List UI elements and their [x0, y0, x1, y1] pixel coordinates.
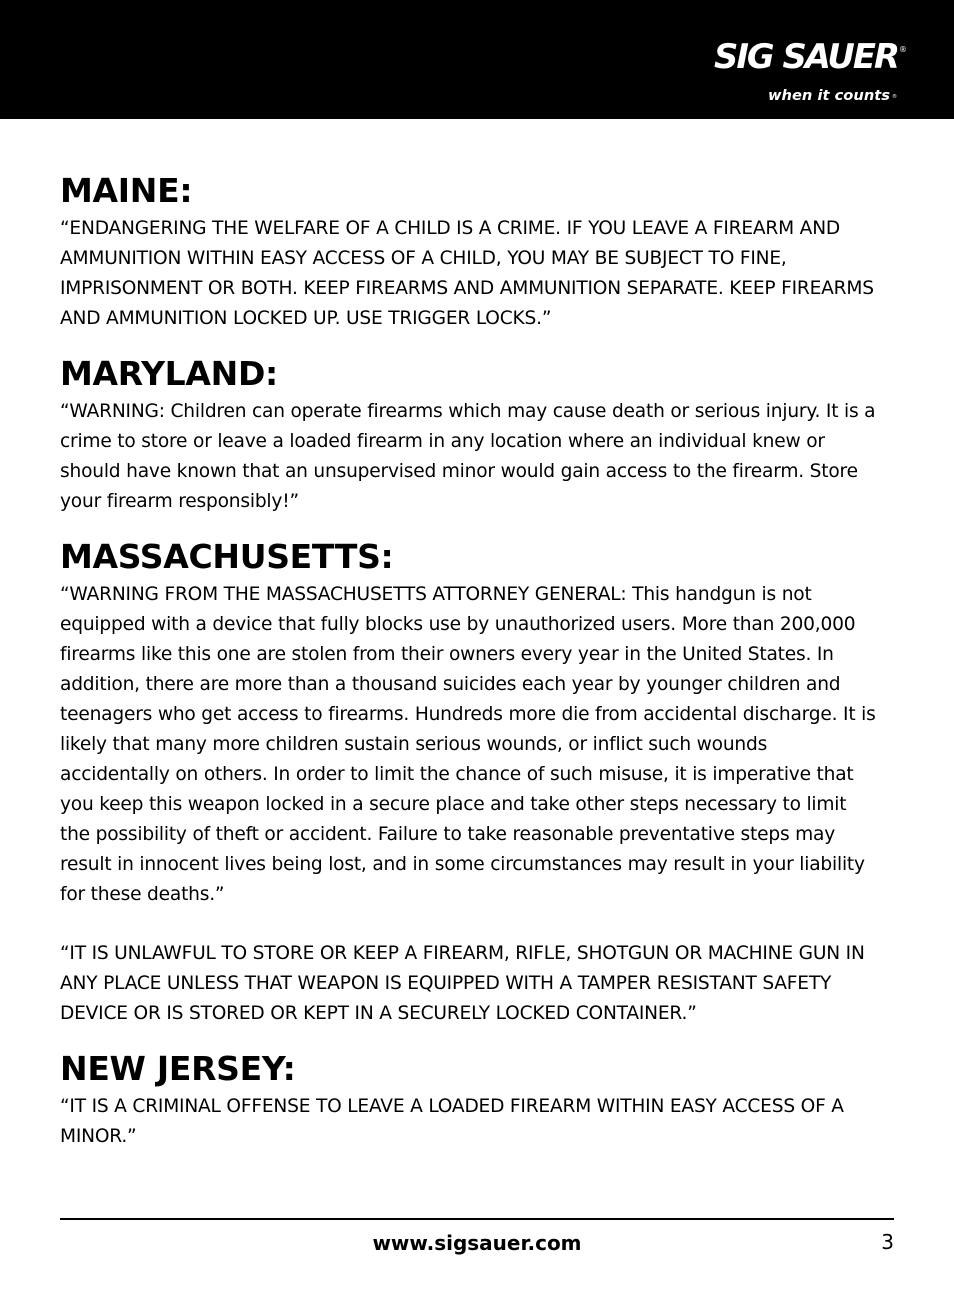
section-heading: MASSACHUSETTS:	[60, 537, 394, 576]
logo-registered-mark: ®	[899, 45, 907, 54]
section-massachusetts	[60, 534, 880, 1029]
section-paragraph: “IT IS A CRIMINAL OFFENSE TO LEAVE A LOADED FIREARM WITHIN EASY ACCESS OF A MINOR.”	[60, 1096, 844, 1147]
page-number: 3	[881, 1230, 894, 1254]
logo-tagline: when it counts	[768, 88, 890, 104]
section-paragraph: “WARNING: Children can operate firearms which may cause death or serious injury. It is a crime to store or leave a loaded firearm in any location where an individual knew or should have known that an unsupervised minor would gain access to the firearm. Store your firearm responsibly!”	[60, 401, 876, 512]
section-heading: MAINE:	[60, 171, 193, 210]
section-maryland	[60, 351, 880, 517]
sig-sauer-logo	[712, 24, 912, 106]
logo-text: SIG SAUER	[714, 37, 898, 77]
section-heading: MARYLAND:	[60, 354, 278, 393]
warnings-content	[60, 168, 880, 1169]
footer-rule	[60, 1218, 894, 1220]
section-new-jersey	[60, 1046, 880, 1152]
section-heading: NEW JERSEY:	[60, 1049, 296, 1088]
paragraph-spacer	[60, 910, 880, 939]
footer-website-link[interactable]: www.sigsauer.com	[372, 1231, 582, 1255]
section-paragraph: “IT IS UNLAWFUL TO STORE OR KEEP A FIREARM, RIFLE, SHOTGUN OR MACHINE GUN IN ANY PLACE UNLESS THAT WEAPON IS EQUIPPED WITH A TAMPER RESISTANT SAFETY DEVICE OR IS STORED OR KEPT IN A SECURELY LOCKED CONTAINER.”	[60, 943, 865, 1024]
header-bar	[0, 0, 954, 119]
section-paragraph: “WARNING FROM THE MASSACHUSETTS ATTORNEY GENERAL: This handgun is not equipped with a device that fully blocks use by unauthorized users. More than 200,000 firearms like this one are stolen from their owners every year in the United States. In addition, there are more than a thousand suicides each year by younger children and teenagers who get access to firearms. Hundreds more die from accidental discharge. It is likely that many more children sustain serious wounds, or inflict such wounds accidentally on others. In order to limit the chance of such misuse, it is imperative that you keep this weapon locked in a secure place and take other steps necessary to limit the possibility of theft or accident. Failure to take reasonable preventative steps may result in innocent lives being lost, and in some circumstances may result in your liability for these deaths.”	[60, 584, 876, 905]
tagline-registered-mark: ®	[892, 94, 897, 100]
section-maine	[60, 168, 880, 334]
section-paragraph: “ENDANGERING THE WELFARE OF A CHILD IS A CRIME. IF YOU LEAVE A FIREARM AND AMMUNITION WITHIN EASY ACCESS OF A CHILD, YOU MAY BE SUBJECT TO FINE, IMPRISONMENT OR BOTH. KEEP FIREARMS AND AMMUNITION SEPARATE. KEEP FIREARMS AND AMMUNITION LOCKED UP. USE TRIGGER LOCKS.”	[60, 218, 874, 329]
